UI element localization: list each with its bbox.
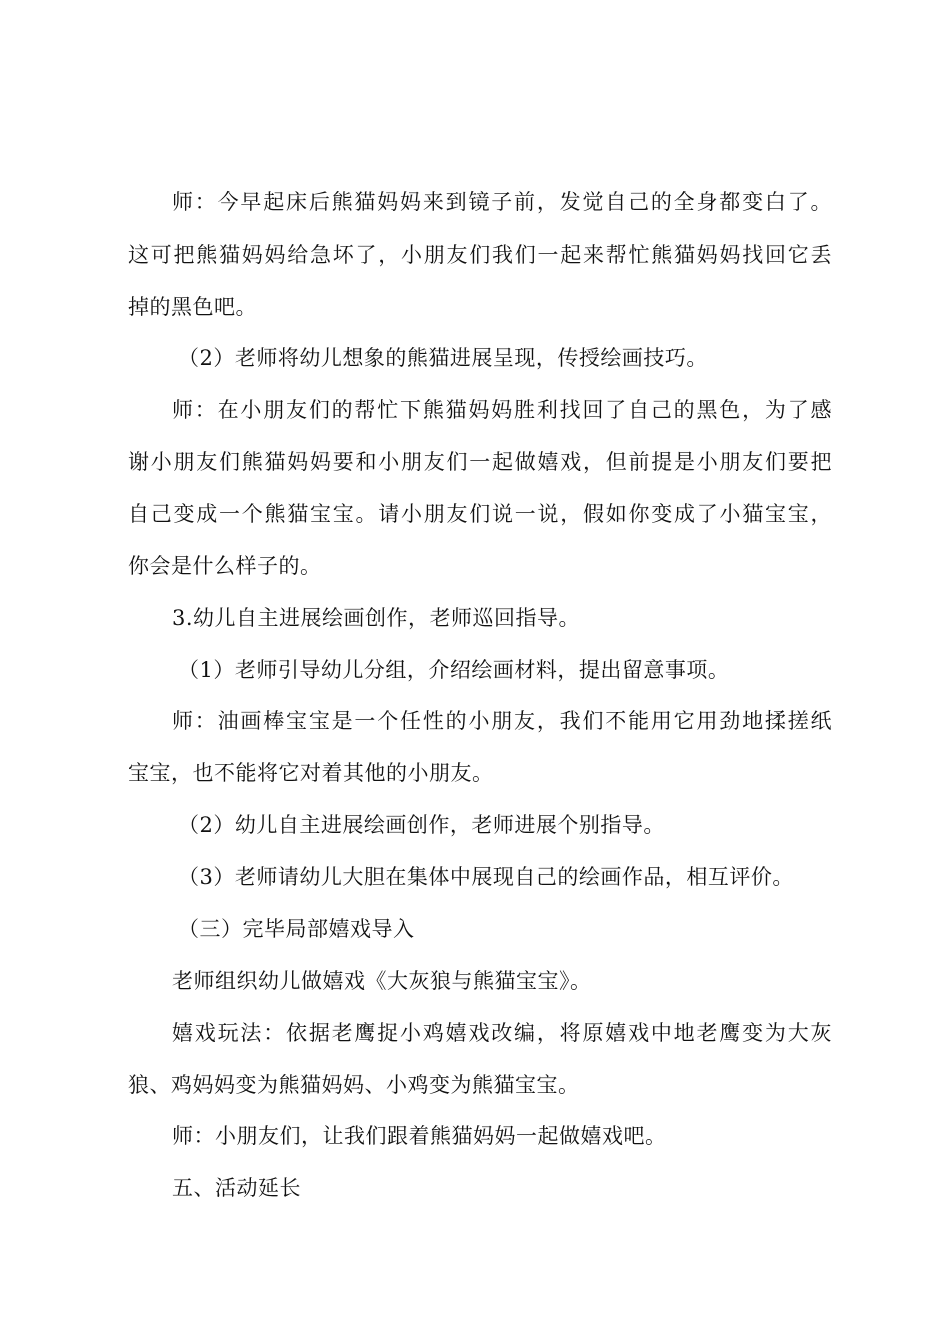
paragraph-line: 狼、鸡妈妈变为熊猫妈妈、小鸡变为熊猫宝宝。 — [128, 1073, 580, 1097]
paragraph-line: 谢小朋友们熊猫妈妈要和小朋友们一起做嬉戏，但前提是小朋友们要把 — [128, 450, 832, 474]
paragraph-line: 你会是什么样子的。 — [128, 554, 322, 578]
paragraph-line: 嬉戏玩法：依据老鹰捉小鸡嬉戏改编，将原嬉戏中地老鹰变为大灰 — [172, 1021, 832, 1045]
paragraph-line: 师：在小朋友们的帮忙下熊猫妈妈胜利找回了自己的黑色，为了感 — [172, 398, 832, 422]
paragraph-line: （1）老师引导幼儿分组，介绍绘画材料，提出留意事项。 — [178, 658, 730, 682]
section-heading: 3.幼儿自主进展绘画创作，老师巡回指导。 — [172, 606, 581, 630]
section-heading: 五、活动延长 — [172, 1176, 301, 1200]
paragraph-line: 掉的黑色吧。 — [128, 295, 257, 319]
paragraph-line: （2）幼儿自主进展绘画创作，老师进展个别指导。 — [178, 813, 665, 837]
paragraph-line: 这可把熊猫妈妈给急坏了，小朋友们我们一起来帮忙熊猫妈妈找回它丢 — [128, 243, 832, 267]
paragraph-line: （3）老师请幼儿大胆在集体中展现自己的绘画作品，相互评价。 — [178, 865, 794, 889]
paragraph-line: （2）老师将幼儿想象的熊猫进展呈现，传授绘画技巧。 — [178, 346, 708, 370]
paragraph-line: 师：今早起床后熊猫妈妈来到镜子前，发觉自己的全身都变白了。 — [172, 190, 832, 214]
paragraph-line: 老师组织幼儿做嬉戏《大灰狼与熊猫宝宝》。 — [172, 969, 592, 993]
paragraph-line: 自己变成一个熊猫宝宝。请小朋友们说一说，假如你变成了小猫宝宝， — [128, 502, 832, 526]
paragraph-line: 师：小朋友们，让我们跟着熊猫妈妈一起做嬉戏吧。 — [172, 1124, 667, 1148]
section-heading: （三）完毕局部嬉戏导入 — [178, 917, 415, 941]
paragraph-line: 师：油画棒宝宝是一个任性的小朋友，我们不能用它用劲地揉搓纸 — [172, 709, 832, 733]
paragraph-line: 宝宝，也不能将它对着其他的小朋友。 — [128, 761, 494, 785]
